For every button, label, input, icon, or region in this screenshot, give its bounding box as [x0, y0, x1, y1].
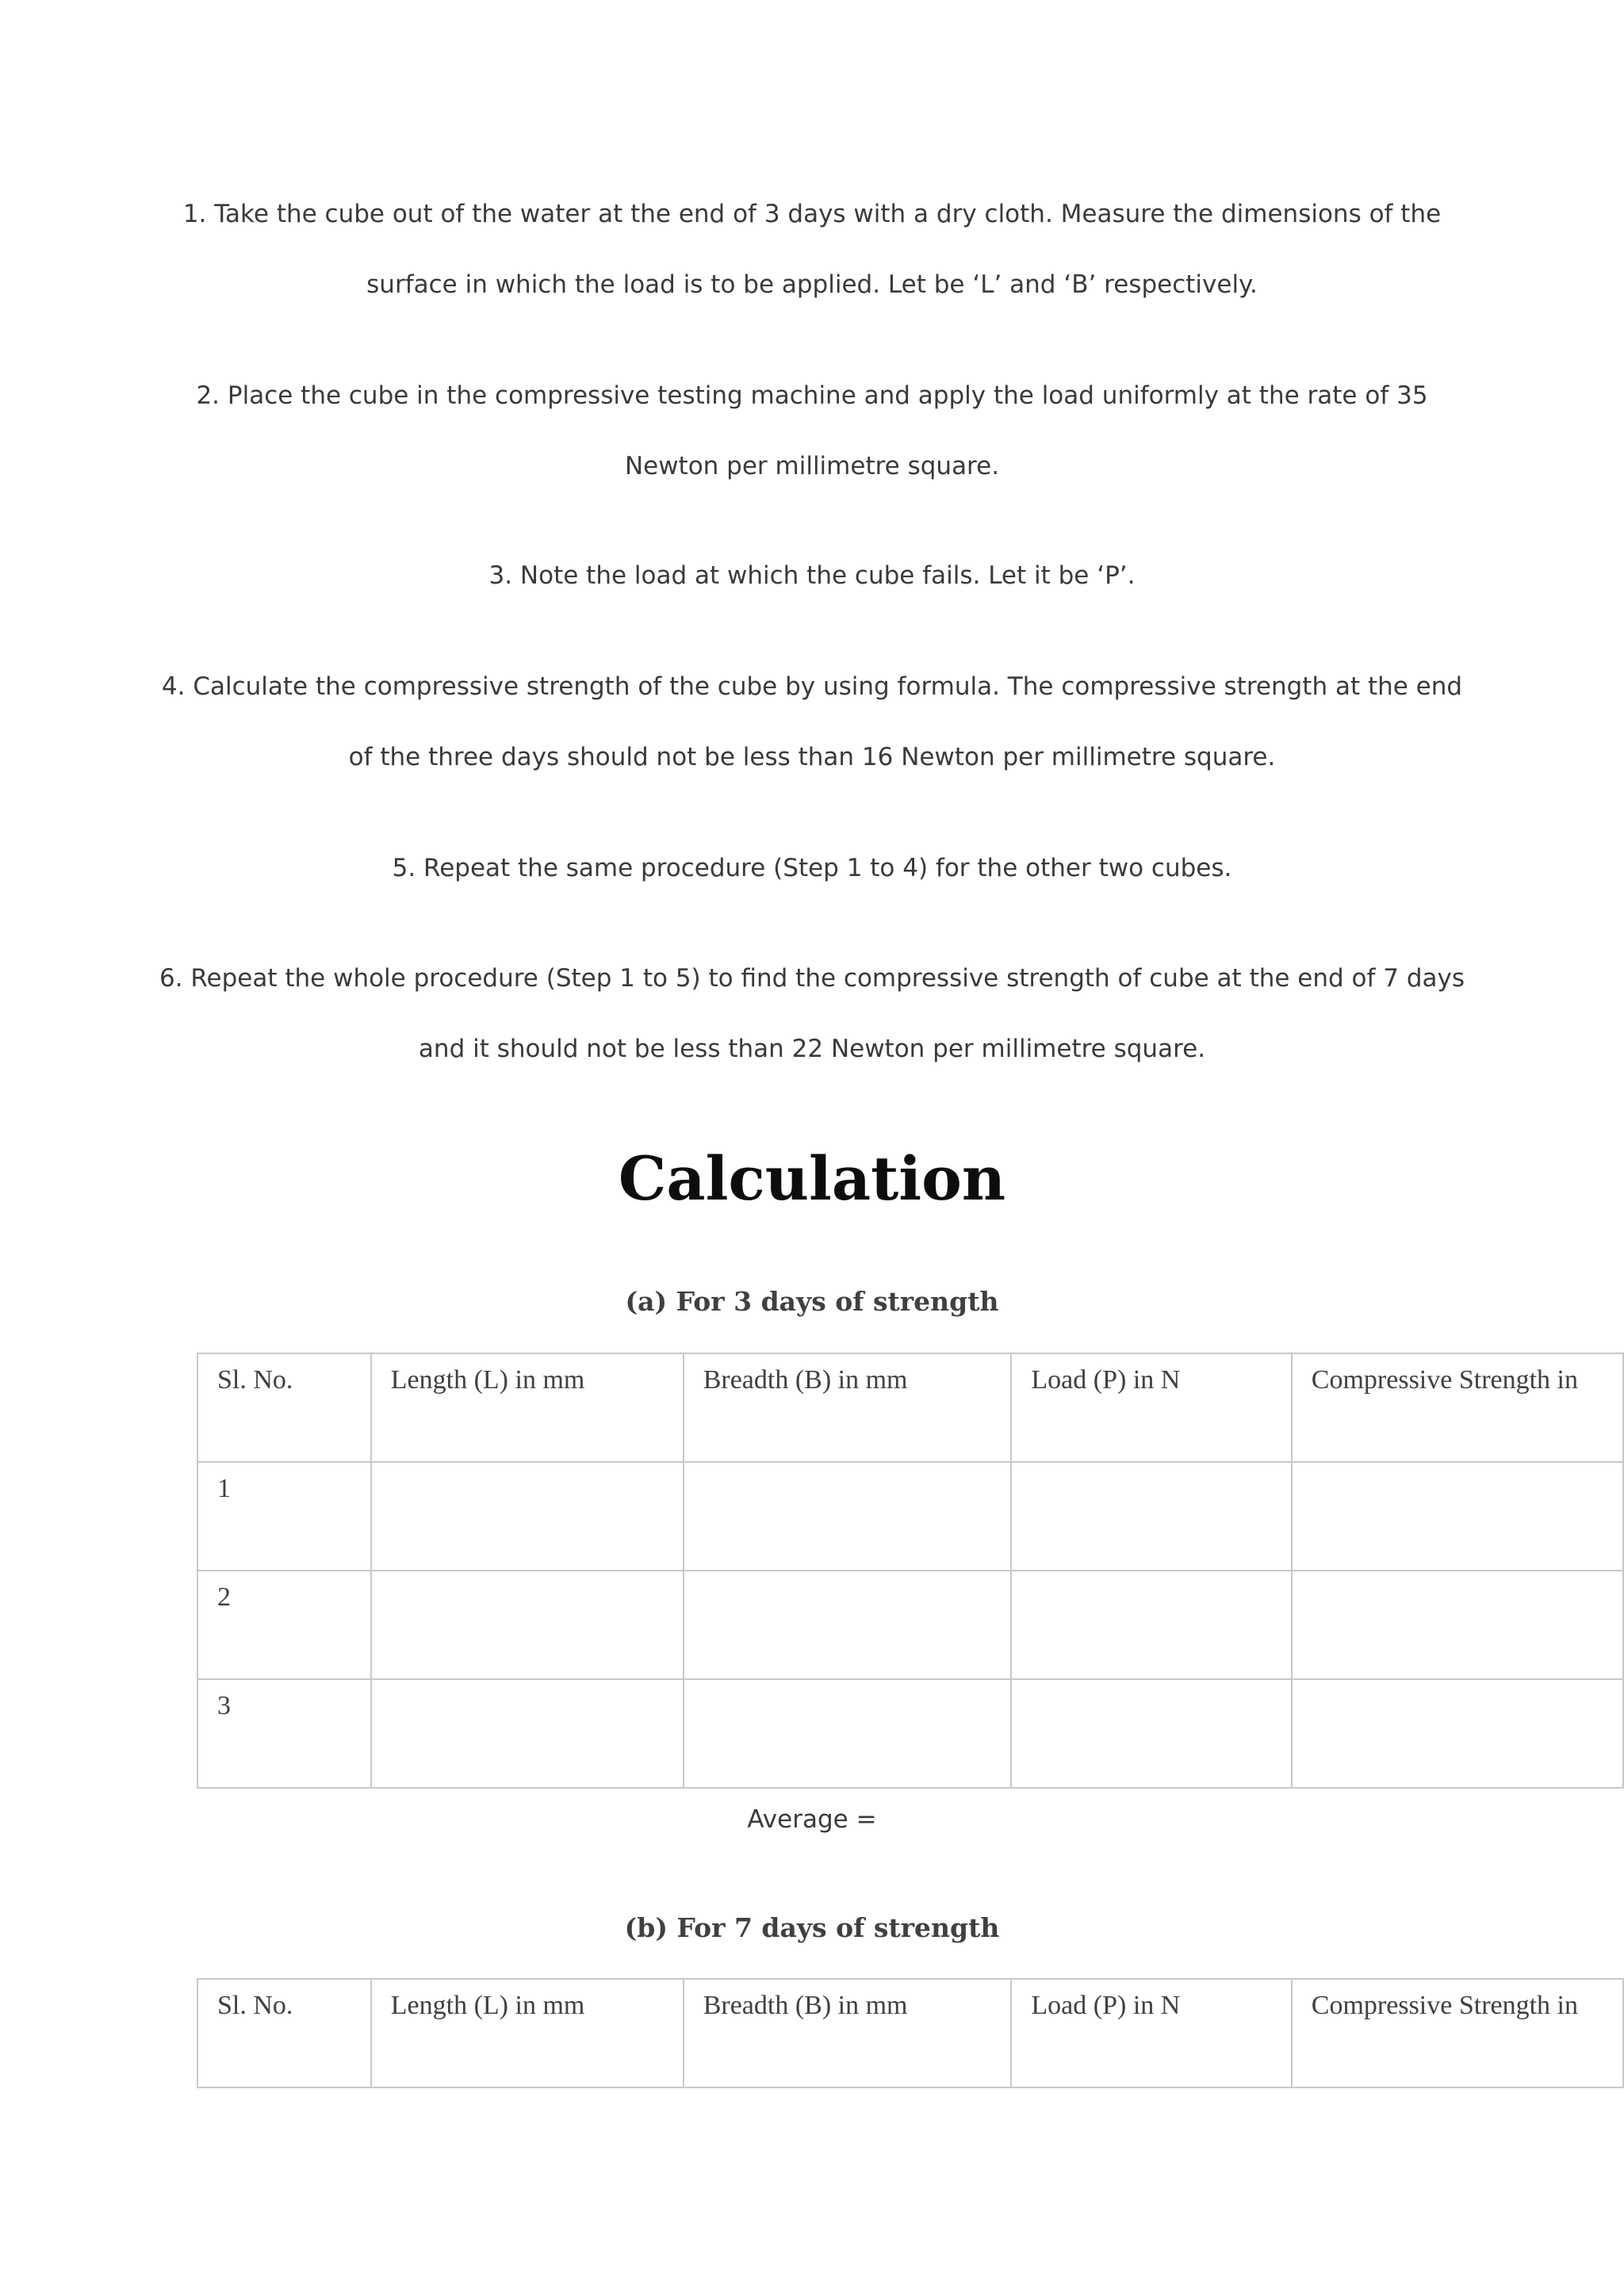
header-sl-no: Sl. No. [197, 1979, 371, 2087]
cell-sl-no: 1 [197, 1462, 371, 1571]
cell-sl-no: 3 [197, 1679, 371, 1788]
table-row [197, 1679, 1623, 1788]
header-length: Length (L) in mm [371, 1353, 684, 1462]
table-row [197, 1462, 1623, 1571]
header-sl-no: Sl. No. [197, 1353, 371, 1462]
cell-compressive-strength [1292, 1462, 1623, 1571]
cell-length [371, 1462, 684, 1571]
step-6-line-1: 6. Repeat the whole procedure (Step 1 to 5) to find the compressive strength of cube at the end of 7 days [159, 964, 1465, 993]
step-4-line-2: of the three days should not be less than 16 Newton per millimetre square. [348, 743, 1276, 771]
cell-breadth [684, 1462, 1012, 1571]
table-b-title: (b) For 7 days of strength [624, 1912, 1000, 1943]
table-7-days [197, 1978, 1624, 2088]
step-6-line-2: and it should not be less than 22 Newton per millimetre square. [418, 1035, 1206, 1063]
table-3-days [197, 1353, 1624, 1789]
cell-length [371, 1571, 684, 1679]
step-3-line-1: 3. Note the load at which the cube fails. Let it be ‘P’. [488, 561, 1136, 590]
header-breadth: Breadth (B) in mm [684, 1353, 1012, 1462]
cell-breadth [684, 1679, 1012, 1788]
header-load: Load (P) in N [1011, 1979, 1291, 2087]
cell-breadth [684, 1571, 1012, 1679]
header-length: Length (L) in mm [371, 1979, 684, 2087]
cell-sl-no: 2 [197, 1571, 371, 1679]
header-load: Load (P) in N [1011, 1353, 1291, 1462]
average-label: Average = [747, 1805, 877, 1834]
step-2-line-2: Newton per millimetre square. [624, 452, 1000, 480]
header-breadth: Breadth (B) in mm [684, 1979, 1012, 2087]
step-2-line-1: 2. Place the cube in the compressive testing machine and apply the load uniformly at the rate of 35 [196, 381, 1428, 410]
cell-compressive-strength [1292, 1679, 1623, 1788]
cell-load [1011, 1462, 1291, 1571]
header-compressive-strength: Compressive Strength in [1292, 1353, 1623, 1462]
cell-length [371, 1679, 684, 1788]
header-compressive-strength: Compressive Strength in [1292, 1979, 1623, 2087]
cell-load [1011, 1571, 1291, 1679]
step-5-line-1: 5. Repeat the same procedure (Step 1 to 4) for the other two cubes. [392, 854, 1232, 882]
calculation-heading: Calculation [618, 1143, 1006, 1214]
table-header-row [197, 1979, 1623, 2087]
table-header-row [197, 1353, 1623, 1462]
step-1-line-2: surface in which the load is to be applied. Let be ‘L’ and ‘B’ respectively. [366, 270, 1258, 299]
table-a-title: (a) For 3 days of strength [625, 1286, 999, 1317]
table-row [197, 1571, 1623, 1679]
step-4-line-1: 4. Calculate the compressive strength of the cube by using formula. The compressive strength at the end [161, 672, 1463, 701]
step-1-line-1: 1. Take the cube out of the water at the end of 3 days with a dry cloth. Measure the dimensions of the [182, 200, 1442, 228]
cell-load [1011, 1679, 1291, 1788]
cell-compressive-strength [1292, 1571, 1623, 1679]
